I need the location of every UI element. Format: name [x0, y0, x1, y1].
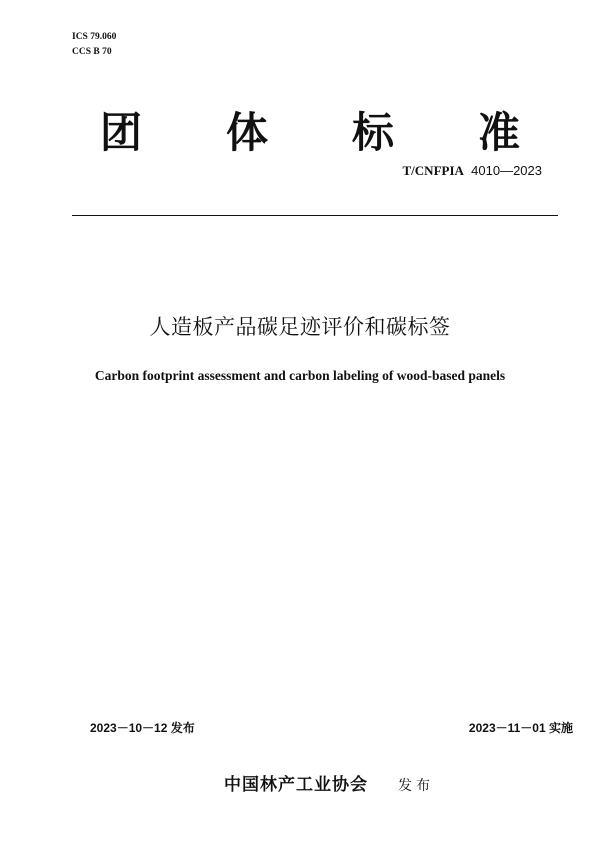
standard-code [403, 163, 542, 179]
standard-type-char: 标 [351, 108, 394, 157]
standard-code-prefix: T/CNFPIA [402, 163, 464, 178]
standard-type-heading [100, 104, 520, 162]
issue-date: 2023－10－12 发布 [90, 721, 195, 735]
ics-code: ICS 79.060 [72, 32, 117, 42]
implementation-date: 2023－11－01 实施 [468, 721, 573, 735]
standard-type-char: 准 [477, 108, 520, 157]
ccs-code: CCS B 70 [72, 47, 112, 57]
issuer-verb: 发布 [398, 778, 434, 794]
standard-type-char: 体 [225, 108, 268, 157]
issuing-organization [224, 770, 434, 795]
issuer-name: 中国林产工业协会 [224, 775, 368, 795]
standard-code-number: 4010—2023 [471, 163, 542, 178]
title-chinese: 人造板产品碳足迹评价和碳标签 [149, 315, 451, 339]
standard-type-char: 团 [100, 108, 143, 157]
classification-codes [72, 30, 116, 60]
header-divider [72, 215, 558, 216]
title-english: Carbon footprint assessment and carbon labeling of wood-based panels [94, 368, 506, 383]
